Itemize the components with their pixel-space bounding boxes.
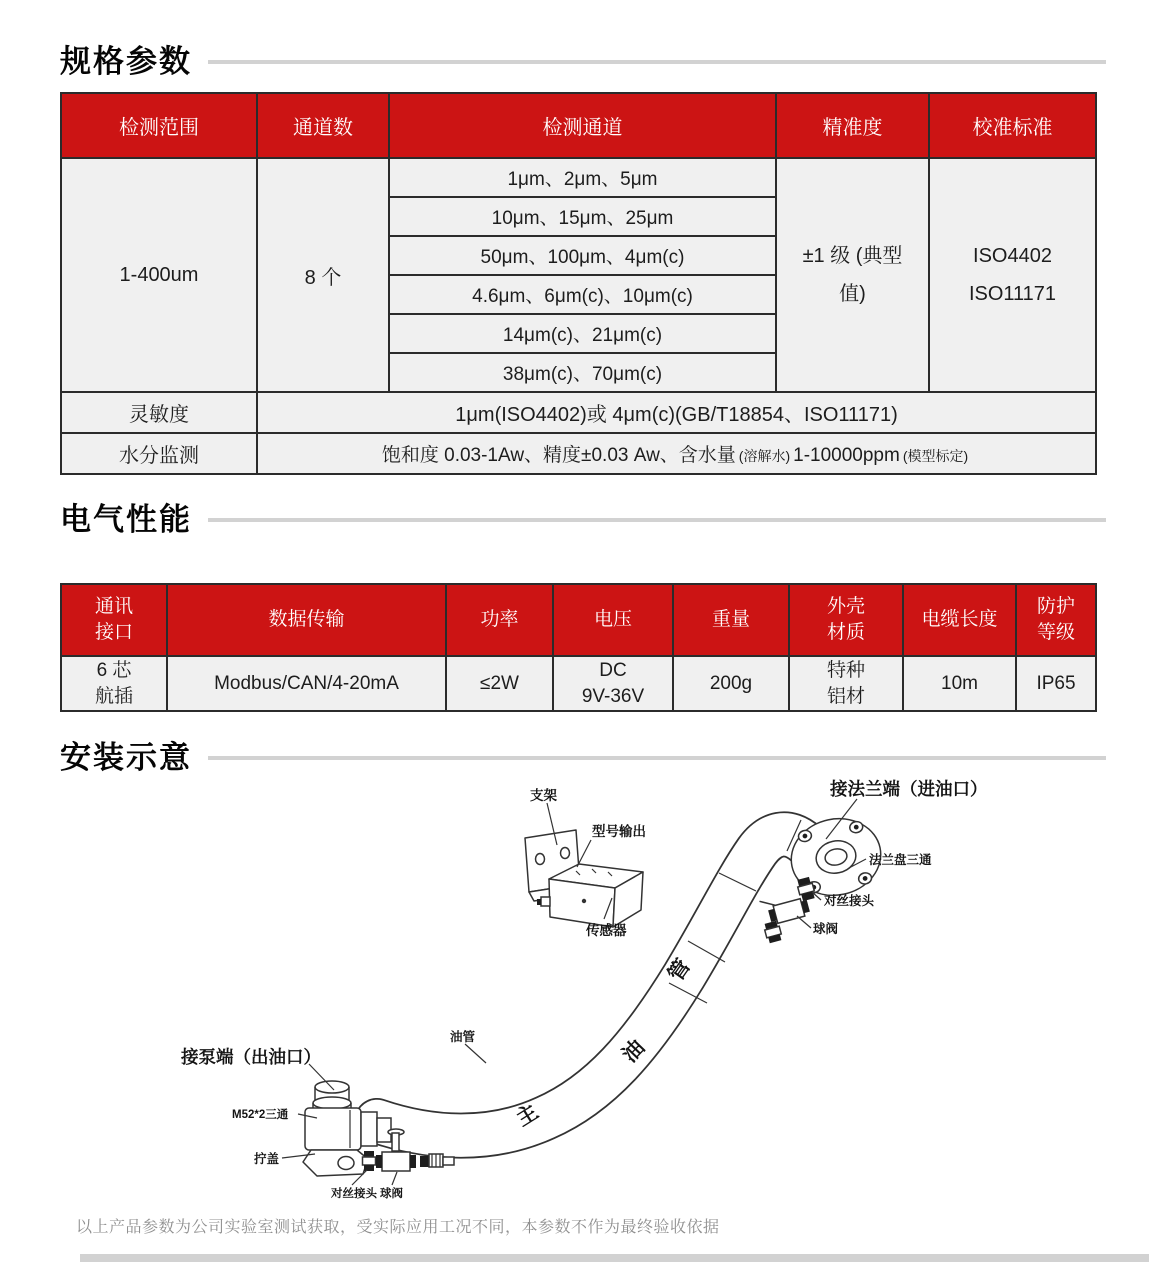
channel-row-cell: 4.6μm、6μm(c)、10μm(c) bbox=[389, 275, 776, 314]
moisture-part1: 饱和度 0.03-1Aw、精度±0.03 Aw、含水量 bbox=[381, 445, 736, 466]
install-section-header bbox=[60, 740, 1106, 776]
value-line: DC bbox=[599, 659, 627, 681]
value-line: 航插 bbox=[94, 685, 133, 707]
header-line: 等级 bbox=[1036, 622, 1075, 643]
shell-material-cell bbox=[789, 656, 903, 711]
accuracy-line2: 值) bbox=[839, 283, 866, 305]
calibration-line2: ISO11171 bbox=[968, 283, 1057, 305]
section-rule bbox=[208, 60, 1106, 64]
col-header-voltage bbox=[553, 584, 673, 656]
voltage-cell bbox=[553, 656, 673, 711]
signal-output-label: 型号输出 bbox=[592, 824, 646, 839]
table-row bbox=[61, 158, 1096, 197]
sensitivity-row bbox=[61, 392, 1096, 433]
pipe-char-guan: 管 bbox=[664, 955, 695, 986]
value-line: IP65 bbox=[1036, 672, 1076, 694]
col-header-data-transmission bbox=[167, 584, 446, 656]
col-header-weight bbox=[673, 584, 789, 656]
channel-row-cell: 1μm、2μm、5μm bbox=[389, 158, 776, 197]
oil-tube-label: 油管 bbox=[450, 1030, 476, 1044]
header-line: 电压 bbox=[593, 609, 632, 630]
power-cell bbox=[446, 656, 553, 711]
col-header-shell-material bbox=[789, 584, 903, 656]
value-line: 200g bbox=[709, 672, 753, 694]
pipe-char-you: 油 bbox=[618, 1035, 650, 1067]
spec-header-row bbox=[61, 93, 1096, 158]
spec-section-header bbox=[60, 44, 1106, 80]
header-line: 材质 bbox=[826, 622, 865, 643]
col-header-detection-channels: 检测通道 bbox=[389, 93, 776, 158]
channel-row-cell: 38μm(c)、70μm(c) bbox=[389, 353, 776, 392]
thread-coupling-bottom-part bbox=[363, 1151, 376, 1171]
moisture-part2: 1-10000ppm bbox=[793, 445, 900, 466]
value-line: 10m bbox=[941, 672, 978, 694]
col-header-channel-count: 通道数 bbox=[257, 93, 389, 158]
header-line: 重量 bbox=[711, 609, 750, 630]
value-line: 特种 bbox=[826, 659, 865, 681]
section-rule bbox=[208, 518, 1106, 522]
col-header-accuracy: 精准度 bbox=[776, 93, 929, 158]
col-header-comm-interface bbox=[61, 584, 167, 656]
moisture-small2: (模型标定) bbox=[902, 448, 969, 464]
header-line: 电缆长度 bbox=[921, 609, 998, 630]
sensitivity-value: 1μm(ISO4402)或 4μm(c)(GB/T18854、ISO11171) bbox=[257, 392, 1096, 433]
sensor-label: 传感器 bbox=[586, 923, 627, 938]
ball-valve-top-label: 球阀 bbox=[813, 922, 839, 936]
moisture-label: 水分监测 bbox=[61, 433, 257, 474]
flange-end-label: 接法兰端（进油口） bbox=[830, 779, 988, 799]
bottom-bar bbox=[80, 1254, 1149, 1262]
col-header-calibration-standard: 校准标准 bbox=[929, 93, 1096, 158]
value-line: 9V-36V bbox=[581, 685, 645, 707]
thread-coupling-top2 bbox=[763, 920, 783, 943]
channel-count-cell: 8 个 bbox=[257, 158, 389, 392]
m52-tee-label: M52*2三通 bbox=[232, 1109, 289, 1121]
moisture-value bbox=[257, 433, 1096, 474]
value-line: ≤2W bbox=[480, 672, 519, 694]
value-line: 铝材 bbox=[826, 685, 865, 707]
moisture-row bbox=[61, 433, 1096, 474]
section-rule bbox=[208, 756, 1106, 760]
accuracy-cell bbox=[776, 158, 929, 392]
header-line: 外壳 bbox=[826, 596, 865, 617]
spec-table bbox=[60, 92, 1097, 475]
header-line: 防护 bbox=[1036, 596, 1075, 617]
install-section-title: 安装示意 bbox=[60, 740, 192, 775]
accuracy-line1: ±1 级 (典型 bbox=[802, 245, 903, 267]
header-line: 接口 bbox=[94, 622, 133, 643]
footer-note: 以上产品参数为公司实验室测试获取，受实际应用工况不同，本参数不作为最终验收依据 bbox=[76, 1219, 720, 1236]
col-header-detection-range: 检测范围 bbox=[61, 93, 257, 158]
electrical-value-row bbox=[61, 656, 1096, 711]
pump-end-label: 接泵端（出油口） bbox=[181, 1047, 321, 1067]
coupling-bottom-label: 对丝接头 bbox=[331, 1188, 377, 1200]
channel-row-cell: 10μm、15μm、25μm bbox=[389, 197, 776, 236]
pipe-char-zhu: 主 bbox=[512, 1100, 543, 1131]
electrical-section-header bbox=[60, 502, 1106, 538]
bracket-label: 支架 bbox=[530, 788, 557, 803]
flange-tee-label: 法兰盘三通 bbox=[869, 853, 932, 867]
channel-row-cell: 14μm(c)、21μm(c) bbox=[389, 314, 776, 353]
value-line: Modbus/CAN/4-20mA bbox=[214, 672, 399, 694]
coupling-top-label: 对丝接头 bbox=[824, 894, 875, 908]
calibration-line1: ISO4402 bbox=[973, 245, 1052, 267]
col-header-protection-rating bbox=[1016, 584, 1096, 656]
electrical-table bbox=[60, 583, 1097, 712]
spec-section-title: 规格参数 bbox=[60, 44, 192, 79]
detection-range-cell: 1-400um bbox=[61, 158, 257, 392]
installation-diagram bbox=[60, 778, 1095, 1212]
calibration-cell bbox=[929, 158, 1096, 392]
header-line: 功率 bbox=[480, 609, 519, 630]
ball-valve-bottom-label: 球阀 bbox=[380, 1188, 403, 1200]
weight-cell bbox=[673, 656, 789, 711]
sensitivity-label: 灵敏度 bbox=[61, 392, 257, 433]
channel-row-cell: 50μm、100μm、4μm(c) bbox=[389, 236, 776, 275]
header-line: 通讯 bbox=[94, 596, 133, 617]
screw-cap-label: 拧盖 bbox=[254, 1152, 280, 1166]
value-line: 6 芯 bbox=[96, 659, 132, 681]
data-transmission-cell bbox=[167, 656, 446, 711]
col-header-power bbox=[446, 584, 553, 656]
col-header-cable-length bbox=[903, 584, 1016, 656]
header-line: 数据传输 bbox=[268, 609, 345, 630]
cable-length-cell bbox=[903, 656, 1016, 711]
electrical-section-title: 电气性能 bbox=[60, 502, 192, 537]
moisture-small1: (溶解水) bbox=[738, 448, 791, 464]
comm-interface-cell bbox=[61, 656, 167, 711]
protection-rating-cell bbox=[1016, 656, 1096, 711]
electrical-header-row bbox=[61, 584, 1096, 656]
